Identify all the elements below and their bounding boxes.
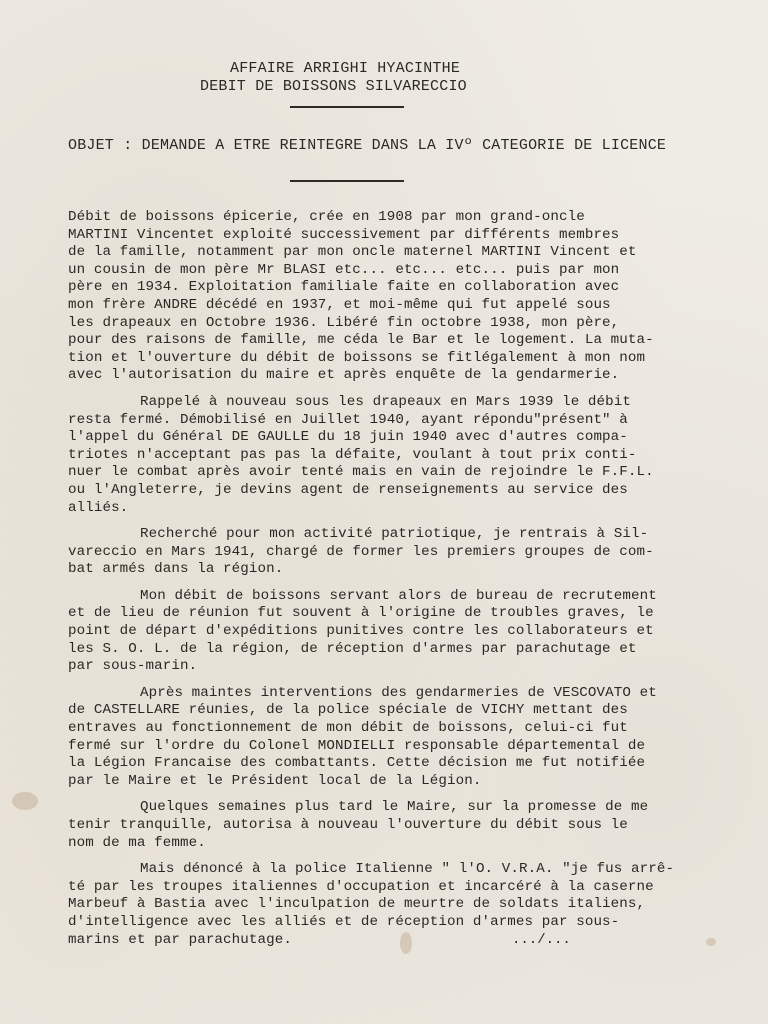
paragraph-line: té par les troupes italiennes d'occupation et incarcéré à la caserne <box>68 878 654 895</box>
paragraph-line: et de lieu de réunion fut souvent à l'origine de troubles graves, le <box>68 605 654 622</box>
body-paragraph <box>68 685 736 791</box>
paragraph-line: marins et par parachutage. <box>68 931 292 948</box>
paragraph-line: Quelques semaines plus tard le Maire, sur la promesse de me <box>140 799 649 816</box>
paragraph-line: MARTINI Vincentet exploité successivement par différents membres <box>68 226 620 243</box>
paragraph-line: bat armés dans la région. <box>68 561 284 578</box>
paragraph-line: la Légion Francaise des combattants. Cette décision me fut notifiée <box>68 755 646 772</box>
header-debit: DEBIT DE BOISSONS SILVARECCIO <box>200 78 467 95</box>
paragraph-line: vareccio en Mars 1941, chargé de former les premiers groupes de com- <box>68 543 654 560</box>
paragraph-line: nom de ma femme. <box>68 834 206 851</box>
paragraph-line: pour des raisons de famille, me céda le Bar et le logement. La muta- <box>68 332 654 349</box>
paragraph-line: Mais dénoncé à la police Italienne " l'O. V.R.A. "je fus arrê- <box>140 861 675 878</box>
body-paragraph <box>68 394 736 517</box>
paragraph-line: les drapeaux en Octobre 1936. Libéré fin octobre 1938, mon père, <box>68 314 620 331</box>
body-paragraph <box>68 209 736 385</box>
paragraph-line: de CASTELLARE réunies, de la police spéciale de VICHY mettant des <box>68 702 628 719</box>
body-paragraph <box>68 861 736 949</box>
paragraph-line: point de départ d'expéditions punitives contre les collaborateurs et <box>68 623 654 640</box>
paragraph-line: entraves au fonctionnement de mon débit de boissons, celui-ci fut <box>68 720 628 737</box>
paragraph-line: avec l'autorisation du maire et après enquête de la gendarmerie. <box>68 367 620 384</box>
header-affaire: AFFAIRE ARRIGHI HYACINTHE <box>230 60 461 77</box>
paragraph-line: Mon débit de boissons servant alors de bureau de recrutement <box>140 587 657 604</box>
body-paragraph <box>68 588 736 676</box>
subject-line: OBJET : DEMANDE A ETRE REINTEGRE DANS LA IVº CATEGORIE DE LICENCE <box>68 137 667 154</box>
paragraph-line: tenir tranquille, autorisa à nouveau l'ouverture du débit sous le <box>68 817 628 833</box>
body-paragraph <box>68 799 736 852</box>
body-paragraph <box>68 526 736 579</box>
paragraph-line: ou l'Angleterre, je devins agent de renseignements au service des <box>68 481 628 498</box>
paragraph-line: mon frère ANDRE décédé en 1937, et moi-même qui fut appelé sous <box>68 296 611 313</box>
paragraph-line: Rappelé à nouveau sous les drapeaux en Mars 1939 le débit <box>140 393 631 410</box>
paragraph-line: Recherché pour mon activité patriotique, je rentrais à Sil- <box>140 526 649 543</box>
paragraph-line: par le Maire et le Président local de la Légion. <box>68 772 482 789</box>
header-divider <box>290 106 404 108</box>
letter-body <box>68 209 736 958</box>
paragraph-line: par sous-marin. <box>68 658 198 675</box>
paragraph-line: alliés. <box>68 499 129 516</box>
paragraph-line: resta fermé. Démobilisé en Juillet 1940, ayant répondu"présent" à <box>68 411 628 428</box>
paragraph-line: l'appel du Général DE GAULLE du 18 juin 1940 avec d'autres compa- <box>68 429 628 446</box>
paper-stain <box>12 792 38 810</box>
paragraph-line: père en 1934. Exploitation familiale faite en collaboration avec <box>68 279 620 296</box>
paragraph-line: un cousin de mon père Mr BLASI etc... etc... etc... puis par mon <box>68 261 620 278</box>
paragraph-line: Après maintes interventions des gendarmeries de VESCOVATO et <box>140 684 657 701</box>
paragraph-line: d'intelligence avec les alliés et de réception d'armes par sous- <box>68 913 620 930</box>
document-header <box>200 60 530 96</box>
paragraph-line: Débit de boissons épicerie, crée en 1908 par mon grand-oncle <box>68 209 585 225</box>
paragraph-line: nuer le combat après avoir tenté mais en vain de rejoindre le F.F.L. <box>68 464 654 481</box>
paragraph-line: fermé sur l'ordre du Colonel MONDIELLI responsable départemental de <box>68 737 646 754</box>
paragraph-line: tion et l'ouverture du débit de boissons se fitlégalement à mon nom <box>68 349 646 366</box>
paragraph-line: les S. O. L. de la région, de réception d'armes par parachutage et <box>68 640 637 657</box>
paragraph-line: Marbeuf à Bastia avec l'inculpation de meurtre de soldats italiens, <box>68 896 646 913</box>
paragraph-line: triotes n'acceptant pas pas la défaite, voulant à tout prix conti- <box>68 446 637 463</box>
continued-marker: .../... <box>512 932 571 948</box>
subject-divider <box>290 180 404 182</box>
paragraph-line: de la famille, notamment par mon oncle maternel MARTINI Vincent et <box>68 244 637 261</box>
